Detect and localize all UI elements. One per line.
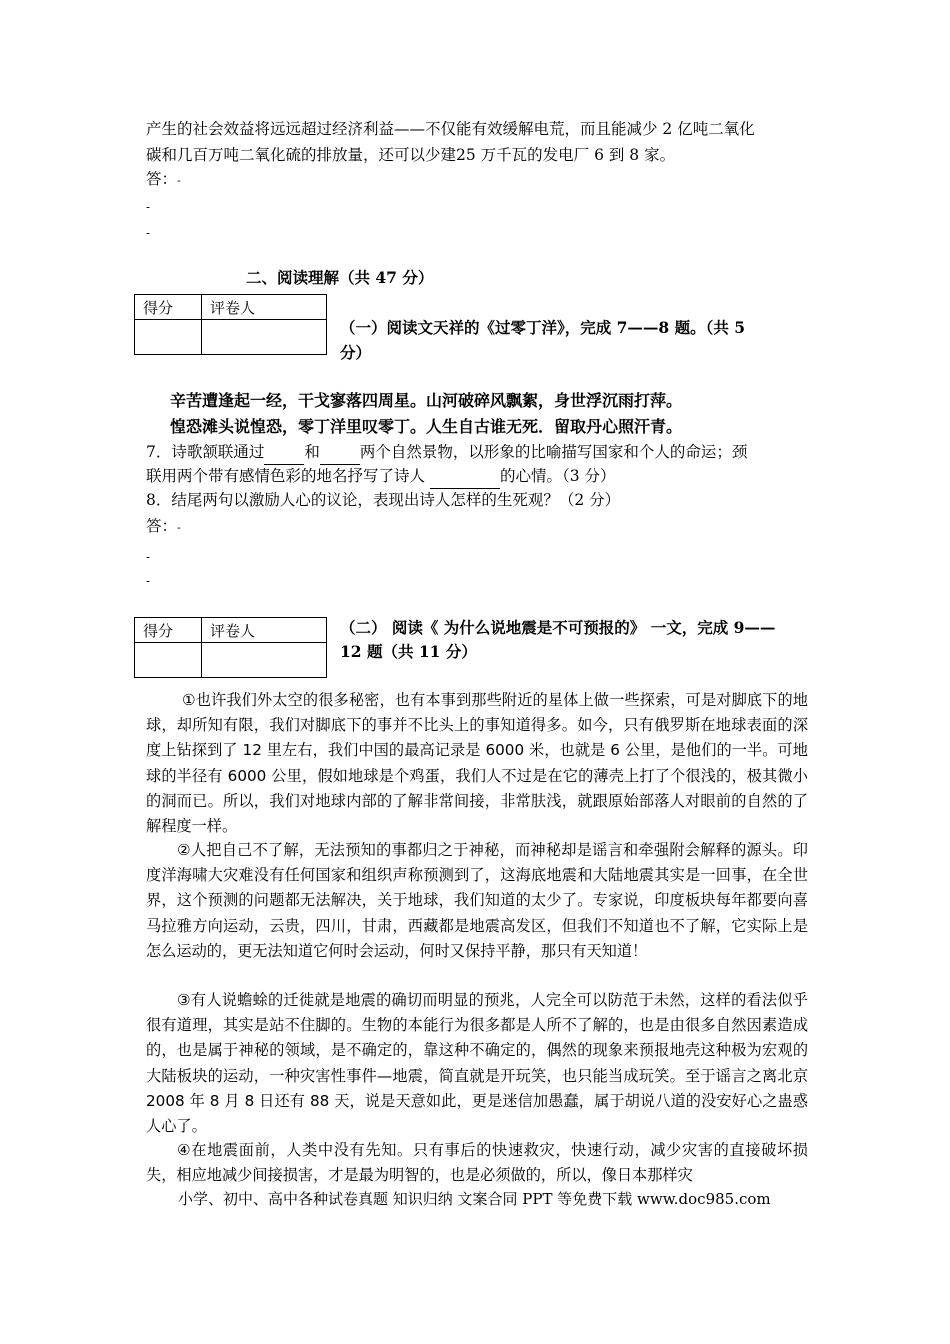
score-table-1 [134,294,327,355]
score-table-2 [134,617,327,678]
q7-text-c: 两个自然景物，以形象的比喻描写国家和个人的命运；颈 [359,443,748,461]
answer-label-text: 答： [146,170,178,188]
grader-header: 评卷人 [202,618,327,643]
intro-line-2: 碳和几百万吨二氧化硫的排放量，还可以少建25 万千瓦的发电厂 6 到 8 家。 [146,146,676,164]
reading-paragraph-2: ②人把自己不了解，无法预知的事都归之于神秘，而神秘却是谣言和牵强附会解释的源头。印度洋海啸大灾难没有任何国家和组织声称预测到了，这海底地震和大陆地震其实是一回事，在全世界，这个预测的问题都无法解决，关于地球，我们知道的太少了。专家说，印度板块每年都要向喜马拉雅方向运动，云贵，四川，甘肃，西藏都是地震高发区，但我们不知道也不了解，它实际上是怎么运动的，更无法知道它何时会运动，何时又保持平静，那只有天知道！ [146,841,808,960]
grader-cell [202,643,327,678]
poem-line-1: 辛苦遭逢起一经，干戈寥落四周星。山河破碎风飘絮，身世浮沉雨打萍。 [170,391,683,410]
score-cell [135,320,202,355]
answer-line-1: - [146,200,151,214]
score-cell [135,643,202,678]
section-title: 二、阅读理解（共 47 分） [246,268,434,287]
score-header: 得分 [135,618,202,643]
q7-text-e: 的心情。（3 分） [499,467,616,485]
poem-line-2: 惶恐滩头说惶恐，零丁洋里叹零丁。人生自古谁无死．留取丹心照汗青。 [170,417,683,436]
question-7-line-1 [146,440,747,465]
q7-text-b: 和 [304,443,320,461]
q7-blank-2 [320,440,360,465]
score-header: 得分 [135,295,202,320]
intro-line-1: 产生的社会效益将远远超过经济利益——不仅能有效缓解电荒，而且能减少 2 亿吨二氧化 [146,120,755,138]
q8-answer-blank: - [177,521,181,534]
reading-paragraph-1: ①也许我们外太空的很多秘密，也有本事到那些附近的星体上做一些探索，可是对脚底下的地球，却所知有限，我们对脚底下的事并不比头上的事知道得多。如今，只有俄罗斯在地球表面的深度上钻探到了 12 里左右，我们中国的最高记录是 6000 米，也就是 6 公里，是他们的一半。可地球的半径有 6000 公里，假如地球是个鸡蛋，我们人不过是在它的薄壳上打了个很浅的，极其微小的洞而已。所以，我们对地球内部的了解非常间接，非常肤浅，就跟原始部落人对眼前的自然的了解程度一样。 [146,691,808,836]
q8-answer-text: 答： [146,517,178,535]
part2-heading-line-2: 12 题（共 11 分） [340,642,477,661]
question-7-line-2 [146,464,615,489]
q7-text-d: 联用两个带有感情色彩的地名抒写了诗人 [146,467,430,485]
part1-heading-line-1: （一）阅读文天祥的《过零丁洋》，完成 7——8 题。（共 5 [340,318,746,337]
question-8: 8．结尾两句以激励人心的议论，表现出诗人怎样的生死观？（2 分） [146,491,621,509]
answer-line-2: - [146,226,151,240]
q8-answer-line-2: - [146,574,151,588]
part1-heading-line-2: 分） [340,343,372,362]
grader-header: 评卷人 [202,295,327,320]
q8-answer-label [146,514,181,540]
reading-paragraph-3: ③有人说蟾蜍的迁徙就是地震的确切而明显的预兆，人完全可以防范于未然，这样的看法似乎很有道理，其实是站不住脚的。生物的本能行为很多都是人所不了解的，也是由很多自然因素造成的，也是属于神秘的领域，是不确定的，靠这种不确定的，偶然的现象来预报地壳这种极为宏观的大陆板块的运动，一种灾害性事件—地震，简直就是开玩笑，也只能当成玩笑。至于谣言之离北京 2008 年 8 月 8 日还有 88 天，说是天意如此，更是迷信加愚蠢，属于胡说八道的没安好心之蛊惑人心了。 [146,991,808,1136]
reading-paragraph-4: ④在地震面前，人类中没有先知。只有事后的快速救灾，快速行动，减少灾害的直接破坏损失，相应地减少间接损害，才是最为明智的，也是必须做的，所以，像日本那样灾 [146,1141,808,1185]
q7-blank-1 [264,440,304,465]
q7-blank-3 [430,464,500,489]
answer-label [146,167,181,193]
answer-blank: - [177,174,181,187]
q7-text-a: 7．诗歌颔联通过 [146,443,265,461]
part2-heading-line-1: （二） 阅读《 为什么说地震是不可预报的》 一文，完成 9—— [340,618,776,637]
grader-cell [202,320,327,355]
q8-answer-line-1: - [146,550,151,564]
page-footer: 小学、初中、高中各种试卷真题 知识归纳 文案合同 PPT 等免费下载 www.doc985.com [178,1190,771,1208]
